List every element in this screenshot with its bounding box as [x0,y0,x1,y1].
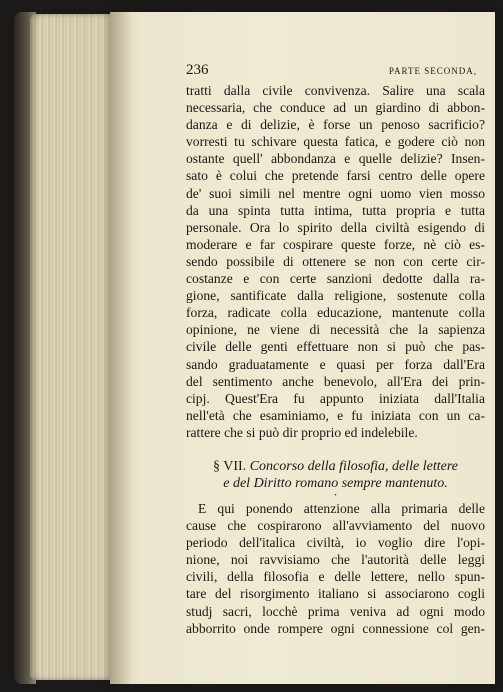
text-line: sato è colui che pretende farsi centro delle opere [186,168,485,184]
text-line: forza, radicate colla educazione, mantenute colla [186,305,485,321]
page-header [186,62,485,82]
text-line: ostante quell' abbondanza e quelle delizie? Insen- [186,151,485,167]
ornament-dot: • [334,492,337,499]
section-heading-line-2 [186,475,485,492]
text-line: danza e di delizie, è forse un penoso sacrificio? [186,117,485,133]
running-head: PARTE SECONDA, [388,66,477,76]
paragraph-1 [186,82,485,441]
text-line: periodo dell'italica civiltà, io voglio dire l'opi- [186,535,485,551]
text-line: sendo possibile di ottenere se non con certe cir- [186,253,485,269]
section-heading-line-1 [186,458,485,475]
page-content [186,62,485,637]
text-line: rattere che si può dir proprio ed indelebile. [186,424,418,440]
text-line: opinione, ne viene di necessità che la sapienza [186,322,485,338]
text-line: E qui ponendo attenzione alla primaria delle [198,500,485,516]
section-title-part-2: e del Diritto romano sempre mantenuto. [223,475,448,491]
text-line: cipj. Quest'Era fu appunto iniziata dall'Italia [186,390,485,406]
text-line: del sentimento anche benevolo, all'Era dei prin- [186,373,485,389]
open-book [14,12,495,684]
text-line: gione, santificate dalla religione, sostenute colla [186,288,485,304]
text-line: personale. Ora lo spirito della civiltà esigendo di [186,219,485,235]
text-line: cause che cospirarono all'avviamento del nuovo [186,518,485,534]
gutter-shadow [110,12,132,684]
text-line: moderare e far cospirare queste forze, nè ciò es- [186,236,485,252]
section-heading [186,458,485,492]
text-line: sando graduatamente e quasi per forza dall'Era [186,356,485,372]
text-line: abborrito onde rompere ogni connessione col gen- [186,620,485,636]
text-line: nione, noi ravvisiamo che l'autorità delle leggi [186,552,485,568]
text-line: de' suoi simili nel mentre ogni uomo vien mosso [186,185,485,201]
text-line: studj sacri, locchè prima veniva ad ogni modo [186,603,485,619]
text-line: costanze e con certe sanzioni dedotte dalla ra- [186,271,485,287]
text-line: tare del risorgimento italiano si associarono cogli [186,586,485,602]
book-page [110,12,495,684]
text-line: tratti dalla civile convivenza. Salire una scala [186,83,485,98]
text-line: civile delle genti effettuare non si può che pas- [186,339,485,355]
text-line: da una spinta tutta intima, tutta propria e tutta [186,202,485,218]
section-title-part-1: Concorso della filosofia, delle lettere [249,458,458,474]
text-line: vorresti tu schivare questa fatica, e godere ciò non [186,134,485,150]
text-line: necessaria, che conduce ad un giardino di abbon- [186,100,485,116]
text-line: civili, della filosofia e delle lettere, nello spun- [186,569,485,585]
text-line: nell'età che esaminiamo, e fu iniziata con un ca- [186,407,485,423]
section-number: § VII. [213,458,247,474]
page-number: 236 [186,62,209,78]
paragraph-2 [186,500,485,637]
